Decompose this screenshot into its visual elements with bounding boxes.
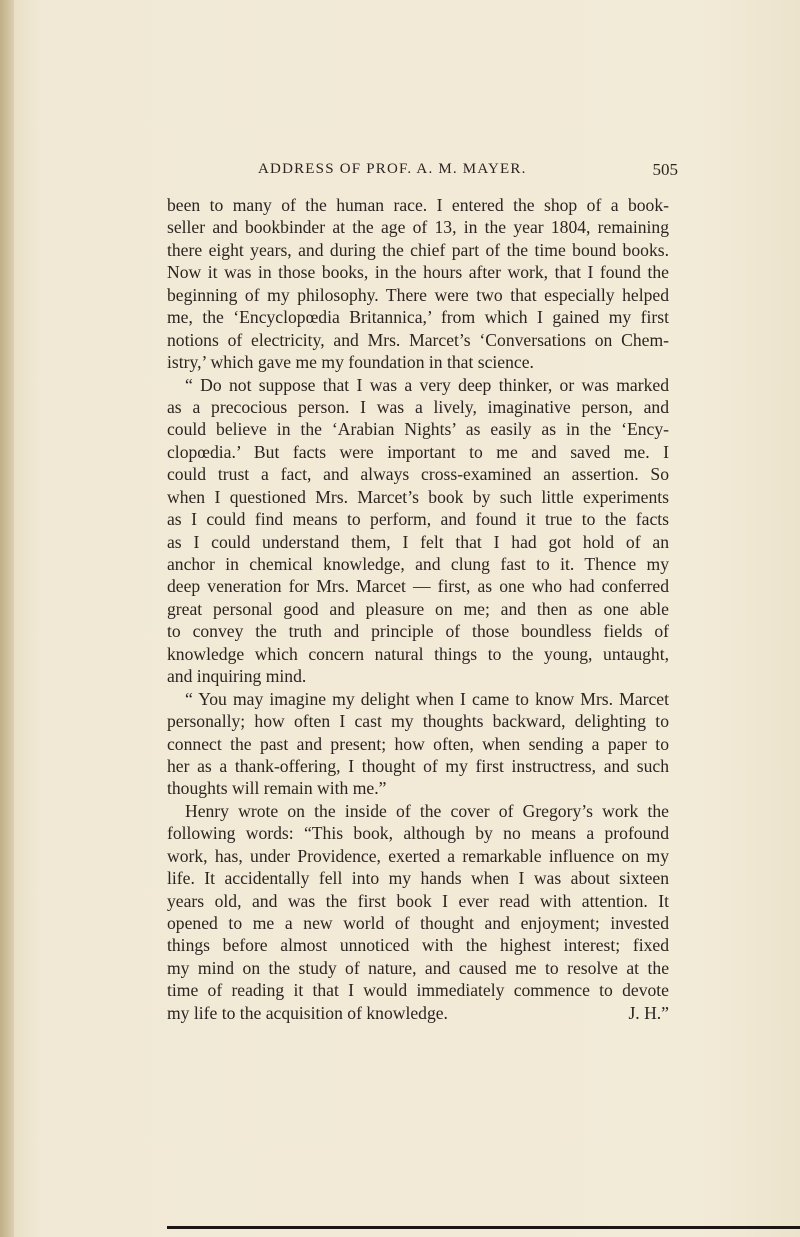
text-line: “ You may imagine my delight when I came to know Mrs. Marcet xyxy=(185,688,669,709)
text-line: anchor in chemical knowledge, and clung fast to it. Thence my xyxy=(167,554,669,574)
text-line: to convey the truth and principle of those boundless fields of xyxy=(167,621,669,642)
text-line: could trust a fact, and always cross-examined an assertion. So xyxy=(167,464,669,485)
text-line: great personal good and pleasure on me; and then as one able xyxy=(167,598,669,619)
text-line: my life to the acquisition of knowledge. xyxy=(167,1002,448,1023)
text-line: as I could understand them, I felt that I had got hold of an xyxy=(167,531,669,552)
bottom-rule xyxy=(167,1226,800,1229)
body-text xyxy=(167,194,669,1024)
text-line: as I could find means to perform, and found it true to the facts xyxy=(167,509,669,530)
text-line: deep veneration for Mrs. Marcet — first, as one who had conferred xyxy=(167,576,669,597)
text-line: life. It accidentally fell into my hands when I was about sixteen xyxy=(167,868,669,889)
text-line: Henry wrote on the inside of the cover of Gregory’s work the xyxy=(185,800,669,821)
text-line: could believe in the ‘Arabian Nights’ as easily as in the ‘Ency- xyxy=(167,419,669,440)
text-line: clopœdia.’ But facts were important to me and saved me. I xyxy=(167,441,669,462)
text-line: “ Do not suppose that I was a very deep thinker, or was marked xyxy=(185,374,669,395)
text-line: her as a thank-offering, I thought of my first instructress, and such xyxy=(167,755,669,776)
page-header xyxy=(258,161,678,183)
text-line: seller and bookbinder at the age of 13, in the year 1804, remaining xyxy=(167,217,669,238)
text-line: Now it was in those books, in the hours after work, that I found the xyxy=(167,262,669,283)
text-line: time of reading it that I would immediately commence to devote xyxy=(167,980,669,1001)
text-line: when I questioned Mrs. Marcet’s book by such little experiments xyxy=(167,486,669,507)
text-line: notions of electricity, and Mrs. Marcet’s ‘Conversations on Chem- xyxy=(167,329,669,350)
text-line: been to many of the human race. I entered the shop of a book- xyxy=(167,195,669,215)
text-line: things before almost unnoticed with the highest interest; fixed xyxy=(167,935,669,956)
text-line: as a precocious person. I was a lively, imaginative person, and xyxy=(167,396,669,417)
page-number: 505 xyxy=(652,160,678,179)
text-line: opened to me a new world of thought and enjoyment; invested xyxy=(167,913,669,933)
text-line: beginning of my philosophy. There were two that especially helped xyxy=(167,284,669,305)
signature: J. H.” xyxy=(628,1002,669,1023)
text-line: knowledge which concern natural things to the young, untaught, xyxy=(167,643,669,664)
text-line: personally; how often I cast my thoughts backward, delighting to xyxy=(167,711,669,732)
text-line-signed xyxy=(167,1002,669,1024)
text-line: work, has, under Providence, exerted a remarkable influence on my xyxy=(167,845,669,866)
text-line: istry,’ which gave me my foundation in that science. xyxy=(167,352,534,373)
text-line: me, the ‘Encyclopœdia Britannica,’ from which I gained my first xyxy=(167,307,669,328)
text-line: thoughts will remain with me.” xyxy=(167,778,387,799)
text-line: and inquiring mind. xyxy=(167,666,307,687)
text-line: my mind on the study of nature, and caused me to resolve at the xyxy=(167,957,669,978)
text-line: connect the past and present; how often, when sending a paper to xyxy=(167,733,669,754)
text-line: following words: “This book, although by no means a profound xyxy=(167,823,669,844)
text-line: there eight years, and during the chief part of the time bound books. xyxy=(167,239,669,260)
text-line: years old, and was the first book I ever read with attention. It xyxy=(167,890,669,911)
running-head: ADDRESS OF PROF. A. M. MAYER. xyxy=(258,161,527,177)
binding-edge xyxy=(0,0,14,1237)
